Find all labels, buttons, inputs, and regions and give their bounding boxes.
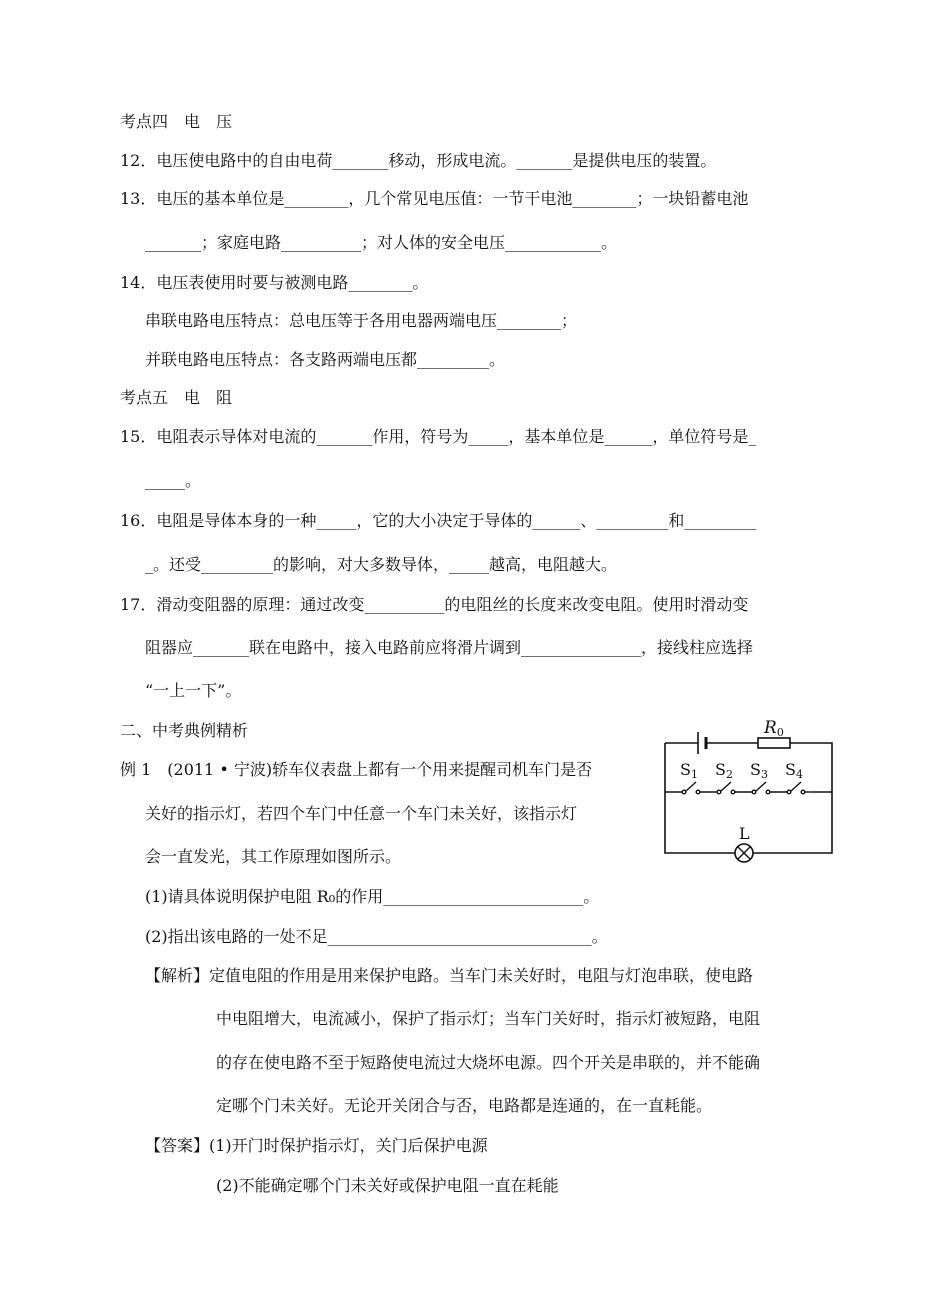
section-heading-resistance: 考点五 电 阻	[120, 388, 233, 407]
section-heading-voltage: 考点四 电 压	[120, 112, 233, 131]
question-16-continued: _。还受_________的影响，对大多数导体，_____越高，电阻越大。	[145, 555, 618, 574]
analysis-line-4: 定哪个门未关好。无论开关闭合与否，电路都是连通的，在一直耗能。	[216, 1096, 713, 1115]
question-12: 12．电压使电路中的自由电荷_______移动，形成电流。_______是提供电压的装置。	[120, 151, 717, 170]
question-13: 13．电压的基本单位是________，几个常见电压值：一节干电池________；一块铅蓄电池	[120, 189, 749, 208]
example-1-part-2: (2)指出该电路的一处不足_________________________________。	[145, 927, 608, 946]
answer-line-1: 【答案】(1)开门时保护指示灯，关门后保护电源	[145, 1136, 488, 1155]
switch-label-4: S4	[785, 760, 803, 781]
switch-label-3: S3	[750, 760, 768, 781]
question-17: 17．滑动变阻器的原理：通过改变__________的电阻丝的长度来改变电阻。使用时滑动变	[120, 595, 749, 614]
question-14-series: 串联电路电压特点：总电压等于各用电器两端电压________；	[145, 311, 578, 330]
analysis-line-3: 的存在使电路不至于短路使电流过大烧坏电源。四个开关是串联的，并不能确	[216, 1053, 761, 1072]
analysis-heading-line: 【解析】定值电阻的作用是用来保护电路。当车门未关好时，电阻与灯泡串联，使电路	[145, 966, 754, 985]
resistor-r0	[758, 738, 790, 748]
question-13-continued: _______；家庭电路__________；对人体的安全电压____________。	[145, 233, 618, 252]
switch-label-1: S1	[680, 760, 698, 781]
section-heading-examples: 二、中考典例精析	[120, 721, 249, 740]
question-14-parallel: 并联电路电压特点：各支路两端电压都_________。	[145, 350, 506, 369]
example-1: 例 1 (2011 • 宁波)轿车仪表盘上都有一个用来提醒司机车门是否	[120, 760, 593, 779]
switch-2	[717, 782, 752, 794]
analysis-line-2: 中电阻增大，电流减小，保护了指示灯；当车门关好时，指示灯被短路，电阻	[216, 1009, 761, 1028]
resistor-label: R0	[764, 718, 784, 739]
switch-1	[682, 782, 717, 794]
question-14: 14．电压表使用时要与被测电路________。	[120, 273, 429, 292]
switch-3	[752, 782, 787, 794]
lamp-label: L	[739, 824, 750, 843]
question-15: 15．电阻表示导体对电流的_______作用，符号为_____，基本单位是______，单位符号是_	[120, 427, 757, 446]
question-16: 16．电阻是导体本身的一种_____，它的大小决定于导体的______、_________和_________	[120, 511, 757, 530]
answer-line-2: (2)不能确定哪个门未关好或保护电阻一直在耗能	[216, 1176, 559, 1195]
circuit-svg	[660, 715, 840, 860]
question-17-end: “一上一下”。	[145, 681, 242, 700]
switch-label-2: S2	[715, 760, 733, 781]
example-1-part-1: (1)请具体说明保护电阻 R₀的作用_________________________。	[145, 887, 600, 906]
question-15-continued: _____。	[145, 471, 202, 490]
switch-4	[787, 782, 813, 794]
example-1-continued: 关好的指示灯，若四个车门中任意一个车门未关好，该指示灯	[145, 804, 578, 823]
circuit-diagram	[660, 715, 840, 860]
example-1-end: 会一直发光，其工作原理如图所示。	[145, 847, 402, 866]
question-17-continued: 阻器应_______联在电路中，接入电路前应将滑片调到_______________，接线柱应选择	[145, 638, 754, 657]
